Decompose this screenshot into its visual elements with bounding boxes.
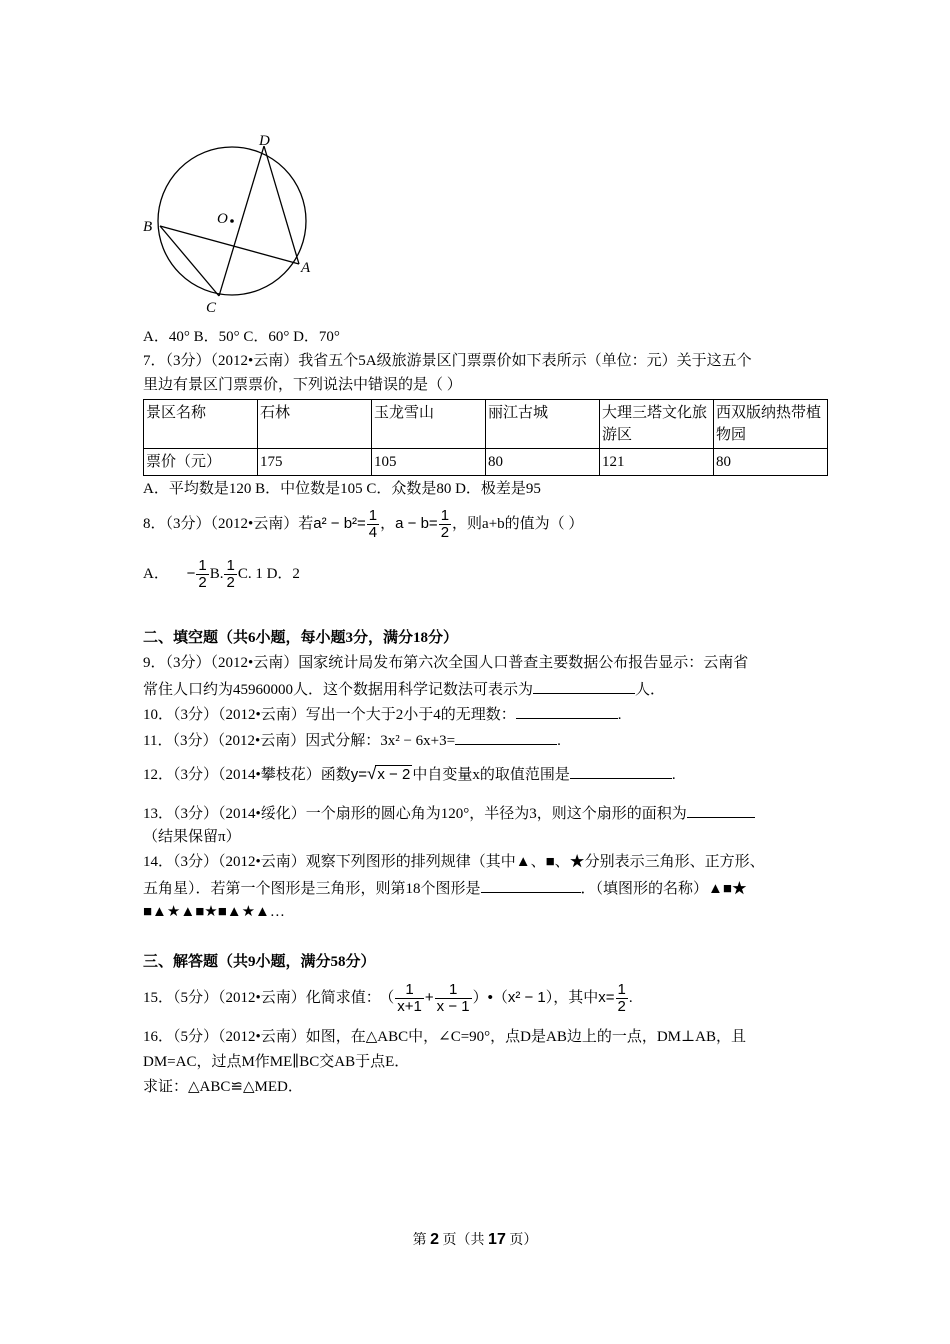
q8-frac2: $\frac{1}{2}$ bbox=[440, 507, 450, 542]
table-row bbox=[144, 449, 828, 476]
q8-opt-a-label: A． bbox=[143, 566, 169, 582]
q13-line1: 13．（3分）（2014•绥化）一个扇形的圆心角为120°，半径为3，则这个扇形的面积为 bbox=[143, 803, 755, 823]
q10-line: 10．（3分）（2012•云南）写出一个大于2小于4的无理数： . bbox=[143, 704, 622, 724]
answer-blank[interactable] bbox=[533, 679, 635, 694]
table-cell: 大理三塔文化旅游区 bbox=[600, 400, 714, 449]
q7-options: A．平均数是120 B．中位数是105 C．众数是80 D．极差是95 bbox=[143, 481, 541, 497]
label-c: C bbox=[206, 300, 217, 316]
q12-func: y= bbox=[350, 766, 368, 783]
table-cell: 80 bbox=[486, 449, 600, 476]
segment-da bbox=[264, 146, 299, 264]
table-cell: 175 bbox=[258, 449, 372, 476]
q16-line3: 求证：△ABC≌△MED． bbox=[143, 1079, 303, 1095]
segment-ba bbox=[160, 226, 299, 264]
page-footer: 第 2 页（共 17 页） bbox=[412, 1231, 538, 1248]
q15-frac2: $\frac{1}{x - 1}$ bbox=[436, 981, 470, 1016]
label-o: O bbox=[217, 211, 228, 227]
q8-opt-b-frac: $\frac{1}{2}$ bbox=[226, 557, 235, 592]
answer-blank[interactable] bbox=[516, 704, 618, 719]
section2-title: 二、填空题（共6小题，每小题3分，满分18分） bbox=[143, 630, 459, 646]
table-cell: 121 bbox=[600, 449, 714, 476]
answer-blank[interactable] bbox=[455, 730, 557, 745]
q8-expr2: ，a − b= bbox=[380, 515, 438, 532]
segment-db bbox=[160, 146, 264, 226]
q12-line: 12．（3分）（2014•攀枝花）函数y=√x − 2 中自变量x的取值范围是 . bbox=[143, 764, 676, 783]
q8-opt-a-sign: − bbox=[186, 565, 196, 582]
q15-frac3: $\frac{1}{2}$ bbox=[617, 981, 626, 1016]
circle-figure bbox=[135, 125, 325, 320]
q8-suffix: ，则a+b的值为（ ） bbox=[452, 516, 584, 532]
price-table bbox=[143, 399, 828, 476]
table-cell: 80 bbox=[714, 449, 828, 476]
section3-title: 三、解答题（共9小题，满分58分） bbox=[143, 954, 376, 970]
q8-expr1: a² − b²= bbox=[313, 515, 366, 532]
q9-line2: 常住人口约为45960000人．这个数据用科学记数法可表示为 人． bbox=[143, 679, 665, 699]
answer-blank[interactable] bbox=[570, 764, 672, 779]
center-point bbox=[230, 219, 234, 223]
q14-line2: 五角星）．若第一个图形是三角形，则第18个图形是 ．（填图形的名称）▲■★ bbox=[143, 878, 747, 898]
q15-line: 15．（5分）（2012•云南）化简求值： （ $\frac{1}{x+1}$ + $\frac{1}{x - 1}$ ）•（x² − 1），其中x= $\frac{1}{2}$ . bbox=[143, 981, 633, 1016]
q14-line3: ■▲★▲■★■▲★▲… bbox=[143, 904, 285, 920]
table-row bbox=[144, 400, 828, 449]
q8-opt-b-label: B. bbox=[209, 566, 224, 582]
q8-rest: C. 1 D．2 bbox=[237, 566, 300, 582]
label-b: B bbox=[143, 219, 153, 235]
q7-line1: 7．（3分）（2012•云南）我省五个5A级旅游景区门票票价如下表所示（单位：元）关于这五个 bbox=[143, 353, 752, 369]
label-d: D bbox=[259, 133, 270, 149]
page-total: 17 bbox=[488, 1231, 506, 1248]
q13-line2: （结果保留π） bbox=[143, 829, 241, 845]
table-cell: 玉龙雪山 bbox=[372, 400, 486, 449]
q7-line2: 里边有景区门票票价，下列说法中错误的是（ ） bbox=[143, 377, 462, 393]
table-cell: 丽江古城 bbox=[486, 400, 600, 449]
q8-frac1: $\frac{1}{4}$ bbox=[368, 507, 378, 542]
q8-line bbox=[143, 506, 583, 542]
q8-options bbox=[143, 556, 300, 592]
q6-options: A．40° B．50° C．60° D．70° bbox=[143, 329, 340, 345]
table-cell: 105 bbox=[372, 449, 486, 476]
q15-frac1: $\frac{1}{x+1}$ bbox=[397, 981, 422, 1016]
table-cell: 景区名称 bbox=[144, 400, 258, 449]
table-cell: 石林 bbox=[258, 400, 372, 449]
table-cell: 票价（元） bbox=[144, 449, 258, 476]
label-a: A bbox=[301, 260, 311, 276]
q8-opt-a-frac: $\frac{1}{2}$ bbox=[198, 557, 207, 592]
page-number: 2 bbox=[430, 1231, 440, 1248]
q8-prefix: 8．（3分）（2012•云南）若 bbox=[143, 516, 314, 532]
q16-line1: 16．（5分）（2012•云南）如图，在△ABC中，∠C=90°，点D是AB边上的一点，DM⊥AB，且 bbox=[143, 1029, 746, 1045]
table-cell: 西双版纳热带植物园 bbox=[714, 400, 828, 449]
q12-radicand: x − 2 bbox=[377, 766, 411, 783]
q16-line2: DM=AC，过点M作ME∥BC交AB于点E． bbox=[143, 1054, 410, 1070]
q14-line1: 14．（3分）（2012•云南）观察下列图形的排列规律（其中▲、■、★分别表示三角形、正方形、 bbox=[143, 854, 765, 870]
segment-bc bbox=[160, 226, 219, 296]
q11-line: 11．（3分）（2012•云南）因式分解：3x² − 6x+3= . bbox=[143, 730, 561, 750]
answer-blank[interactable] bbox=[687, 803, 755, 818]
q9-line1: 9．（3分）（2012•云南）国家统计局发布第六次全国人口普查主要数据公布报告显示：云南省 bbox=[143, 655, 749, 671]
answer-blank[interactable] bbox=[481, 878, 581, 893]
